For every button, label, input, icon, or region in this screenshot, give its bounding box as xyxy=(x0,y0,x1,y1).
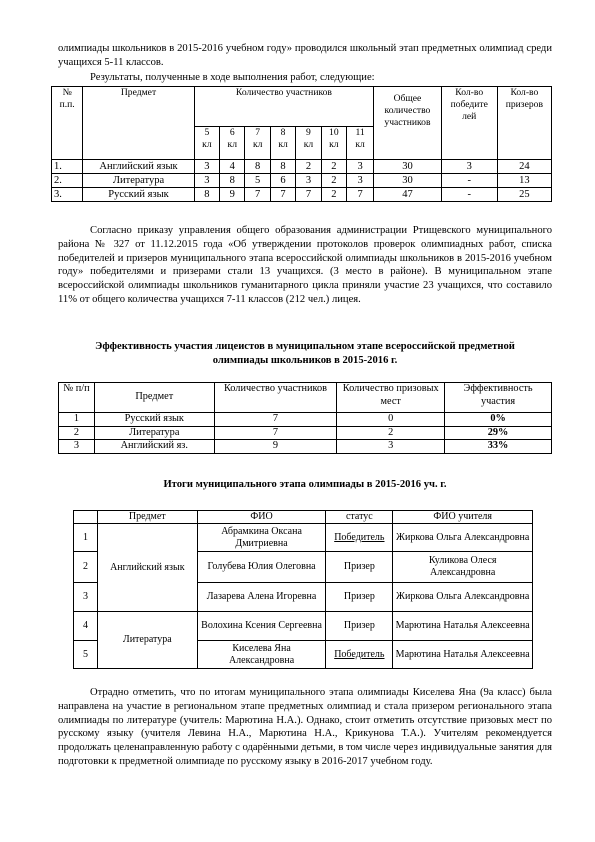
header-participants: Количество участников xyxy=(194,87,373,127)
header-subject: Предмет xyxy=(83,87,194,160)
grade-cell: 6 кл xyxy=(220,127,245,160)
grade-cell: 10 кл xyxy=(321,127,346,160)
table-row: 5 Киселева Яна Александровна Победитель Марютина Наталья Алексеевна xyxy=(74,641,533,669)
table-row: 4 Литература Волохина Ксения Сергеевна Призер Марютина Наталья Алексеевна xyxy=(74,612,533,641)
header-prizewinners: Кол-во призеров xyxy=(497,87,551,160)
table-header-row: Предмет ФИО статус ФИО учителя xyxy=(74,511,533,524)
table-row: 1 Английский язык Абрамкина Оксана Дмитриевна Победитель Жиркова Ольга Александровна xyxy=(74,524,533,552)
heading-efficiency: Эффективность участия лицеистов в муниципальном этапе всероссийской предметной олимпиады школьников в 2015-2016 г. xyxy=(95,341,515,366)
table-row: 2 Голубева Юлия Олеговна Призер Куликова Олеся Александровна xyxy=(74,552,533,583)
table-row: 2 Литература 7 2 29% xyxy=(59,426,552,440)
efficiency-table xyxy=(58,382,552,454)
header-winners: Кол-во победите лей xyxy=(441,87,497,160)
heading-results: Итоги муниципального этапа олимпиады в 2015-2016 уч. г. xyxy=(163,479,447,490)
header-num: № п.п. xyxy=(52,87,83,160)
subject-literature: Литература xyxy=(97,612,197,669)
table-header-row: № п/п Предмет Количество участников Количество призовых мест Эффективность участия xyxy=(59,383,552,413)
subject-english: Английский язык xyxy=(97,524,197,612)
grade-cell: 11 кл xyxy=(347,127,374,160)
grade-cell: 7 кл xyxy=(245,127,270,160)
paragraph-order: Согласно приказу управления общего образования администрации Ртищевского муниципального района № 327 от 11.12.2015 года «Об утверждении протоколов проверок олимпиадных работ, списка победителей и призеров муниципального этапа всероссийской олимпиады школьников в 2015-2016 учебном году» победителями и призерами стали 13 учащихся. (3 место в районе). В муниципальном этапе всероссийской олимпиады школьников гуманитарного цикла приняли участие 23 учащихся, что составило 11% от общего количества учащихся 7-11 классов (212 чел.) лицея. xyxy=(58,225,552,305)
intro-results-line: Результаты, полученные в ходе выполнения работ, следующие: xyxy=(90,72,375,83)
grade-cell: 8 кл xyxy=(270,127,295,160)
table-row: 3 Английский яз. 9 3 33% xyxy=(59,440,552,454)
header-total: Общее количество участников xyxy=(374,87,442,160)
table-row: 3 Лазарева Алена Игоревна Призер Жиркова Ольга Александровна xyxy=(74,583,533,612)
table-row: 1. Английский язык 3 4 8 8 2 2 3 30 3 24 xyxy=(52,160,552,174)
table-row: 2. Литература 3 8 5 6 3 2 3 30 - 13 xyxy=(52,174,552,188)
school-stage-table xyxy=(51,86,552,202)
grade-cell: 5 кл xyxy=(194,127,219,160)
intro-text: олимпиады школьников в 2015-2016 учебном году» проводился школьный этап предметных олимпиад среди учащихся 5-11 классов. xyxy=(58,43,552,68)
table-row: 3. Русский язык 8 9 7 7 7 2 7 47 - 25 xyxy=(52,188,552,202)
municipal-results-table xyxy=(73,510,533,669)
paragraph-conclusion: Отрадно отметить, что по итогам муниципального этапа олимпиады Киселева Яна (9а класс) была направлена на участие в региональном этапе предметных олимпиад и стала призером регионального этапа олимпиады по литературе (учитель: Марютина Н.А.). Однако, стоит отметить отсутствие призовых мест по русскому языку (учителя Левина Н.А., Марютина Н.А., Крикунова Т.А.). Учителям рекомендуется продолжать целенаправленную работу с одарёнными детьми, в том числе через индивидуальные занятия для подготовки к предметной олимпиаде по русскому языку в 2016-2017 учебном году. xyxy=(58,687,552,767)
grade-cell: 9 кл xyxy=(296,127,321,160)
table-row: 1 Русский язык 7 0 0% xyxy=(59,413,552,427)
